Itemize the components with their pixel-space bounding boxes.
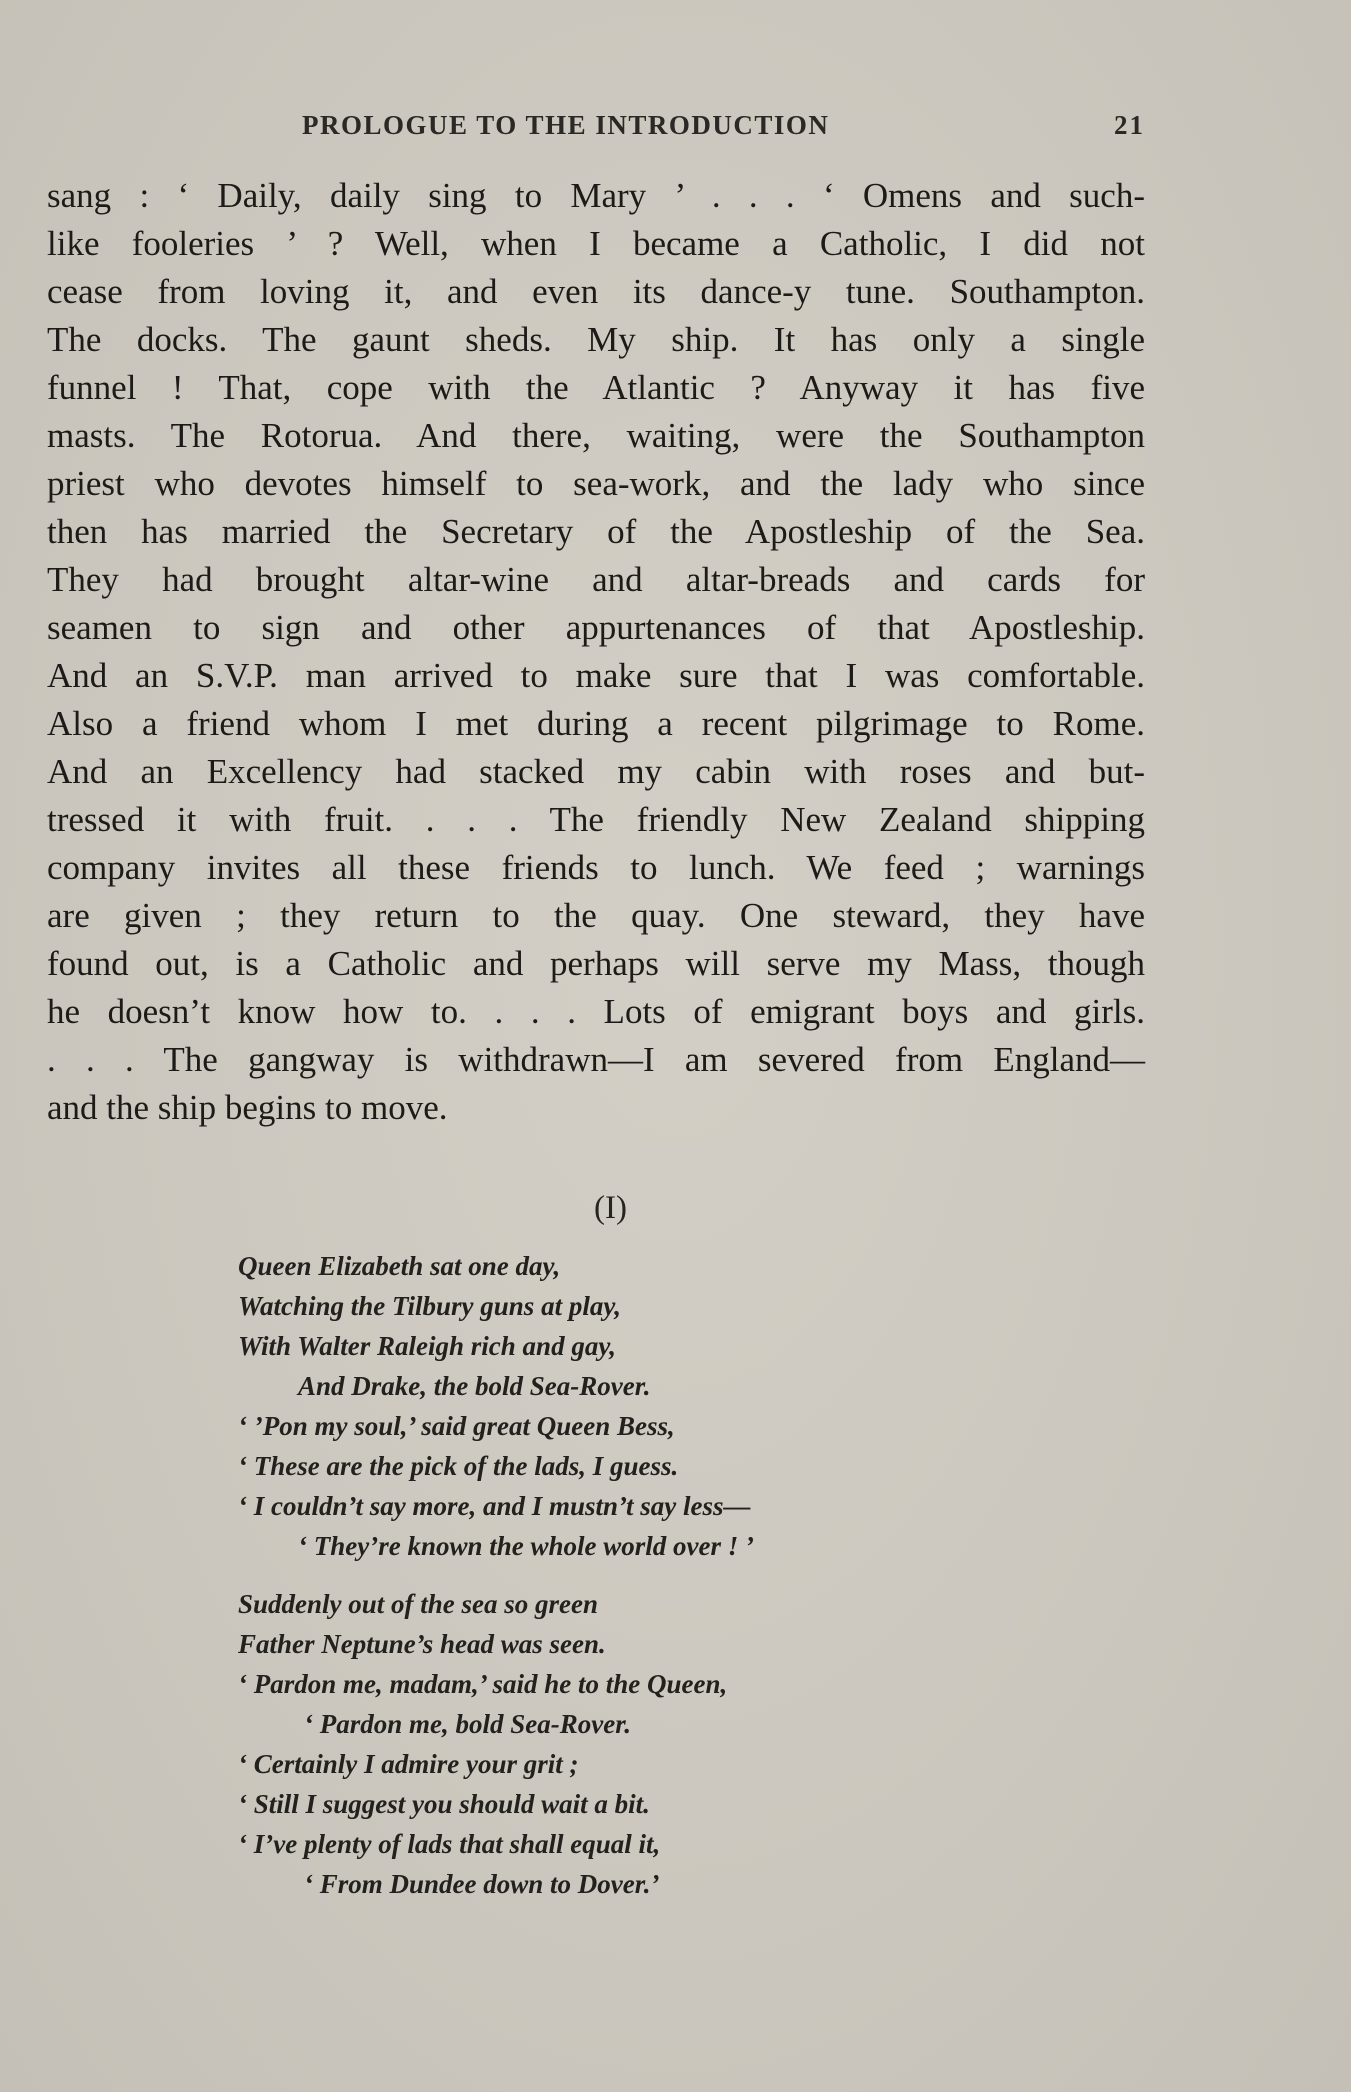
text-line: sang : ‘ Daily, daily sing to Mary ’ . . . ‘ Omens and such-: [47, 176, 1145, 215]
poem-verse: ‘ Pardon me, bold Sea-Rover.: [304, 1709, 631, 1739]
body-paragraph: [47, 172, 1145, 1132]
poem-stanza: [238, 1584, 938, 1904]
text-line: found out, is a Catholic and perhaps will serve my Mass, though: [47, 944, 1145, 983]
text-line: priest who devotes himself to sea-work, and the lady who since: [47, 464, 1145, 503]
text-line: seamen to sign and other appurtenances of that Apostleship.: [47, 608, 1145, 647]
running-head: [302, 110, 1145, 150]
text-line: and the ship begins to move.: [47, 1088, 448, 1127]
poem-verse: Watching the Tilbury guns at play,: [238, 1291, 622, 1321]
page-number: 21: [1114, 110, 1145, 140]
text-line: then has married the Secretary of the Apostleship of the Sea.: [47, 512, 1145, 551]
poem: [238, 1246, 938, 1922]
poem-verse: ‘ These are the pick of the lads, I guess.: [238, 1451, 679, 1481]
poem-verse: ‘ They’re known the whole world over ! ’: [298, 1531, 754, 1561]
poem-verse: Queen Elizabeth sat one day,: [238, 1251, 561, 1281]
text-line: And an Excellency had stacked my cabin with roses and but-: [47, 752, 1145, 791]
poem-verse: Suddenly out of the sea so green: [238, 1589, 599, 1619]
text-line: . . . The gangway is withdrawn—I am severed from England—: [47, 1040, 1145, 1079]
poem-verse: ‘ ’Pon my soul,’ said great Queen Bess,: [238, 1411, 675, 1441]
poem-verse: Father Neptune’s head was seen.: [238, 1629, 606, 1659]
text-line: he doesn’t know how to. . . . Lots of emigrant boys and girls.: [47, 992, 1145, 1031]
text-line: company invites all these friends to lunch. We feed ; warnings: [47, 848, 1145, 887]
text-line: like fooleries ’ ? Well, when I became a Catholic, I did not: [47, 224, 1145, 263]
poem-verse: And Drake, the bold Sea-Rover.: [298, 1371, 651, 1401]
poem-verse: With Walter Raleigh rich and gay,: [238, 1331, 617, 1361]
poem-verse: ‘ Certainly I admire your grit ;: [238, 1749, 579, 1779]
text-line: funnel ! That, cope with the Atlantic ? Anyway it has five: [47, 368, 1145, 407]
running-title: PROLOGUE TO THE INTRODUCTION: [302, 110, 830, 140]
text-line: masts. The Rotorua. And there, waiting, were the Southampton: [47, 416, 1145, 455]
text-line: cease from loving it, and even its dance-y tune. Southampton.: [47, 272, 1145, 311]
text-line: are given ; they return to the quay. One steward, they have: [47, 896, 1145, 935]
poem-verse: ‘ I’ve plenty of lads that shall equal it,: [238, 1829, 661, 1859]
poem-verse: ‘ Still I suggest you should wait a bit.: [238, 1789, 650, 1819]
text-line: And an S.V.P. man arrived to make sure that I was comfortable.: [47, 656, 1145, 695]
text-line: Also a friend whom I met during a recent pilgrimage to Rome.: [47, 704, 1145, 743]
poem-verse: ‘ From Dundee down to Dover.’: [304, 1869, 660, 1899]
poem-verse: ‘ Pardon me, madam,’ said he to the Queen,: [238, 1669, 728, 1699]
text-line: The docks. The gaunt sheds. My ship. It has only a single: [47, 320, 1145, 359]
section-number: (I): [594, 1190, 627, 1226]
poem-stanza: [238, 1246, 938, 1566]
text-line: They had brought altar-wine and altar-breads and cards for: [47, 560, 1145, 599]
text-line: tressed it with fruit. . . . The friendly New Zealand shipping: [47, 800, 1145, 839]
poem-verse: ‘ I couldn’t say more, and I mustn’t say less—: [238, 1491, 751, 1521]
